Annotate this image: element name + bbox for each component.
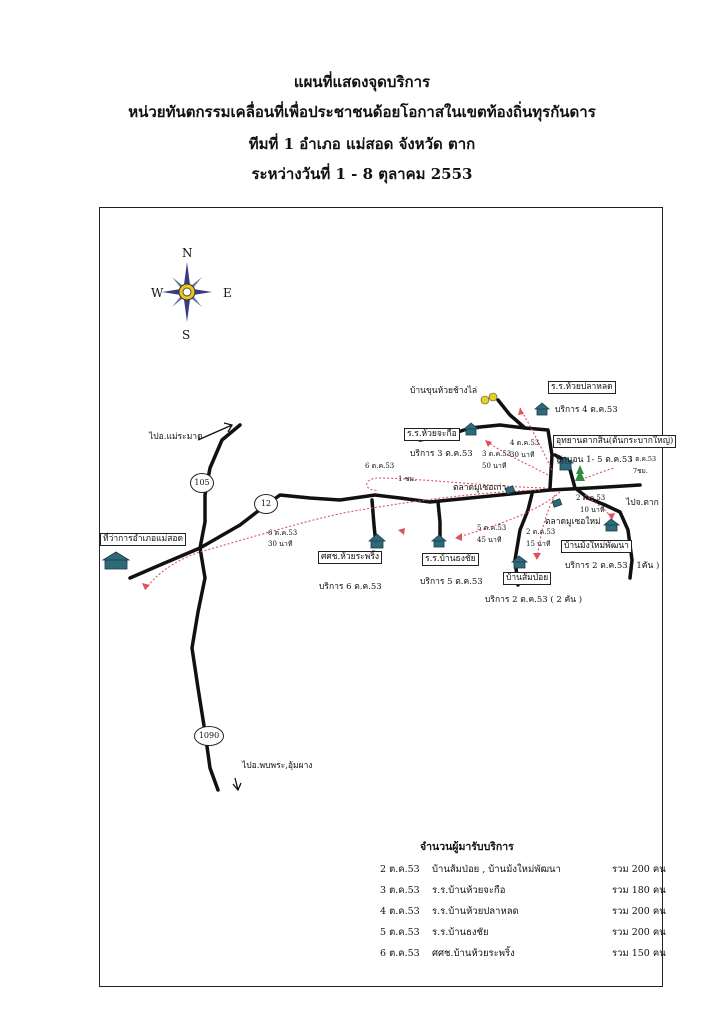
legend-count: รวม 200 คน [612,864,666,875]
legend-place: บ้านส้มป่อย , บ้านม้งใหม่พัฒนา [432,864,561,875]
legend-count: รวม 200 คน [612,906,666,917]
huai-ra-phring-school-label: ศศช.ห้วยระพริ้ง [318,551,382,564]
mong-village-label: บ้านม้งใหม่พัฒนา [561,540,632,553]
legend-count: รวม 200 คน [612,927,666,938]
title-line-1: แผนที่แสดงจุดบริการ [293,73,431,91]
note-4-date: 4 ต.ค.53 [510,439,540,447]
note-5-date: 5 ต.ค.53 [477,524,507,532]
note-3-date: 3 ต.ค.53 [482,450,512,458]
district-office-building-icon [103,552,129,569]
huai-ra-phring-school-icon [369,534,385,548]
som-poi-label: บ้านส้มป่อย [503,572,551,585]
note-1-date: 1 ต.ค.53 [629,455,657,463]
road-1090 [192,548,218,790]
service-2a-label: บริการ 2 ต.ค.53 ( 2 คัน ) [485,595,583,605]
service-6-label: บริการ 6 ต.ค.53 [319,582,382,592]
legend-place: ศศช.บ้านห้วยระพริ้ง [432,948,515,959]
park-label: อุทยานตากสิน(ต้นกระบากใหญ่) [553,435,676,448]
legend-date: 4 ต.ค.53 [380,906,420,917]
compass-e: E [223,286,232,300]
note-6b-time: 30 นาที [268,540,293,548]
note-1-time: 7ชม. [633,467,648,475]
note-6-time: 1 ชม. [398,475,417,483]
title-line-2: หน่วยทันตกรรมเคลื่อนที่เพื่อประชาชนด้อยโอกาสในเขตท้องถิ่นทุรกันดาร [128,103,596,121]
note-2-date: 2 ต.ค.53 [576,494,606,502]
service-2b-label: บริการ 2 ต.ค.53 ( 1คัน ) [565,561,660,571]
legend-date: 5 ต.ค.53 [380,927,420,938]
huai-ja-kue-school-icon [464,423,478,435]
legend-title: จำนวนผู้มารับบริการ [420,841,514,853]
huai-ja-kue-school-label: ร.ร.ห้วยจะกือ [404,428,460,441]
market-new-icon [552,499,562,507]
note-2-time: 10 นาที [580,506,605,514]
legend-count: รวม 180 คน [612,885,666,896]
note-4-time: 30 นาที [510,451,535,459]
mong-village-icon [604,519,619,531]
tree-icon [575,465,585,481]
compass-s: S [182,328,191,342]
service-5-label: บริการ 5 ต.ค.53 [420,577,483,587]
to-mae-ramat-label: ไปอ.แม่ระมาด [149,432,203,442]
legend-date: 6 ต.ค.53 [380,948,420,959]
khun-huai-chang-lai-label: บ้านขุนห้วยช้างไล่ [410,386,478,396]
legend-place: ร.ร.บ้านห้วยปลาหลด [432,906,519,917]
title-line-4: ระหว่างวันที่ 1 - 8 ตุลาคม 2553 [251,165,473,183]
note-3-time: 50 นาที [482,462,507,470]
road-105-badge: 105 [190,473,214,493]
compass-n: N [182,246,193,260]
legend-place: ร.ร.บ้านห้วยจะกือ [432,885,506,896]
legend-count: รวม 150 คน [612,948,666,959]
note-5-time: 45 นาที [477,536,502,544]
to-tak-label: ไปจ.ตาก [626,498,659,508]
road-1090-badge: 1090 [194,726,224,746]
note-2b-date: 2 ต.ค.53 [526,528,556,536]
service-4-label: บริการ 4 ต.ค.53 [555,405,618,415]
compass-rose-icon [162,262,212,322]
note-2b-time: 15 นาที [526,540,551,548]
stay-label: พักนอน 1- 5 ต.ค.53 [556,455,633,465]
legend-date: 2 ต.ค.53 [380,864,420,875]
district-office-label: ที่ว่าการอำเภอแม่สอด [100,533,186,546]
note-6b-date: 6 ต.ค.53 [268,529,298,537]
huai-pla-lot-school-label: ร.ร.ห้วยปลาหลด [548,381,616,394]
legend-place: ร.ร.บ้านธงชัย [432,927,489,938]
market-old-label: ตลาดมูเซอเก่า [453,483,507,493]
song-chai-school-label: ร.ร.บ้านธงชัย [422,553,479,566]
compass-w: W [151,286,164,300]
to-phop-phra-label: ไปอ.พบพระ,อุ้มผาง [242,761,313,771]
legend-date: 3 ต.ค.53 [380,885,420,896]
road-12-badge: 12 [254,494,278,514]
market-new-label: ตลาดมูเซอใหม่ [545,517,601,527]
title-line-3: ทีมที่ 1 อำเภอ แม่สอด จังหวัด ตาก [248,135,476,153]
huai-pla-lot-school-icon [535,403,549,415]
note-6-date: 6 ต.ค.53 [365,462,395,470]
service-3-label: บริการ 3 ต.ค.53 [410,449,473,459]
song-chai-school-icon [432,535,446,547]
pin-icon [481,393,497,404]
